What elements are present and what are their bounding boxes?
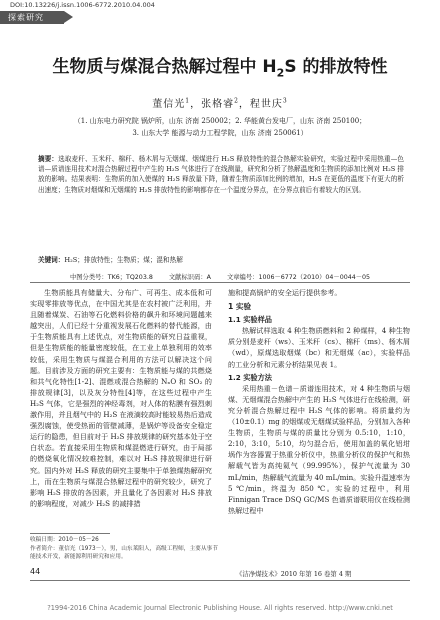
- right-column: [228, 287, 410, 516]
- journal-info: 《洁净煤技术》2010 年第 16 卷第 4 期: [236, 570, 352, 578]
- abstract-text: 选取麦秆、玉米秆、棉秆、杨木屑与无烟煤、烟煤进行 H₂S 释放特性的混合热解实验研究，实验过程中采用热重—色谱—质谱连用技术对混合热解过程中产生的 H₂S 气体进行了在线测量，研究和分析了热解温度和生物质的添加比例对 H₂S 排放的影响。结果表明：生物质的加入使煤的 H₂S 释放量下降，随着生物质添加比例的增加，H₂S 在更低的温度下有更大的析出速度；生物质对烟煤和无烟煤的 H₂S 排放特性的影响都存在一个温度分界点，在分界点前后有着较大的区别。: [38, 155, 404, 194]
- title-subscript: 2: [276, 66, 285, 80]
- author-name: ，程世庆: [238, 99, 283, 110]
- doi-header: DOI:10.13226/j.issn.1006-6772.2010.04.004: [10, 1, 155, 9]
- clc-number: 中图分类号：TK6；TQ203.8: [69, 274, 153, 281]
- page-number: 44: [30, 567, 41, 576]
- footnote-divider: [30, 533, 110, 534]
- received-date: 收稿日期：2010－05－26: [30, 537, 99, 543]
- title-part-2: S 的排放特性: [284, 57, 388, 77]
- left-column: [30, 287, 212, 509]
- article-number: 文章编号：1006－6772（2010）04－0044－05: [226, 274, 371, 281]
- subsection-heading: 1.2 实验方法: [228, 372, 272, 382]
- title-part-1: 生物质与煤混合热解过程中 H: [52, 57, 277, 77]
- footer-divider: [30, 580, 410, 581]
- method-paragraph: 采用热重－色谱－质谱连用技术，对 4 种生物质与烟煤、无烟煤混合热解中产生的 H₂S 气体进行在线检测，研究分析混合热解过程中 H₂S 气体的影响。将质量约为（10±0.1）mg 的烟煤或无烟煤试验样品，分别加入各种生物质，生物质与煤的质量比分别为 0.5:10，1:10，2:10，3:10，5:10，均匀混合后，使用加盖的氧化铝坩埚作为容器置于热重分析仪中，热重分析仪的保护气和热解载气皆为高纯氦气（99.995%），保护气流量为 30 mL/min，热解载气流量为 40 mL/min。实验升温速率为 5 ℃/min，终温为 850 ℃。实验的过程中，利用 Finnigan Trace DSQ GC/MS 色谱质谱联用仪在线检测热解过程中: [228, 383, 410, 515]
- paper-title: [0, 52, 440, 79]
- author-list: [0, 95, 440, 110]
- section-heading: 1 实验: [228, 302, 252, 312]
- author-name: 董信光: [152, 99, 186, 110]
- abstract-label: 摘要：: [38, 155, 59, 163]
- section-tab: 探索研究: [0, 11, 64, 24]
- affiliation-line: （1. 山东电力研究院 锅炉所，山东 济南 250002；2. 华能黄台发电厂，山东 济南 250100；: [73, 117, 367, 125]
- keywords-text: H₂S；排放特性；生物质；煤；混和热解: [64, 256, 183, 264]
- samples-paragraph: 热解试样选取 4 种生物质燃料和 2 种煤样，4 种生物质分别是麦秆（ws）、玉米秆（cs）、棉秆（ms）、杨木屑（wd），原煤选取烟煤（bc）和无烟煤（ac），实验样品的工业分析和元素分析结果见表 1。: [228, 326, 410, 369]
- intro-paragraph-end: 施和提高锅炉的安全运行提供参考。: [228, 288, 342, 297]
- copyright-notice: ?1994-2016 China Academic Journal Electronic Publishing House. All rights reserved. http://www.cnki.net: [47, 604, 393, 612]
- document-code: 文献标识码：A: [168, 274, 211, 281]
- author-affil-mark: 2: [234, 97, 239, 105]
- footnote: [30, 536, 220, 562]
- intro-paragraph: 生物质能具有储量大、分布广、可再生、成本低和可实现零排放等优点，在中国尤其是在农村被广泛利用，并且随着煤炭、石油等石化燃料价格的飙升和环境问题越来越突出，人们已经十分重视发展石化燃料的替代能源，由于生物质能具有上述优点，对生物质能的研究日益重视，但是生物质能的能量密度较低，在工业上单独利用的效率较低，采用生物质与煤混合利用的方法可以解决这个问题。目前涉及方面的研究主要有：生物质能与煤的共燃烧和共气化特性[1-2]、混燃或混合热解的 NₓO 和 SO₂ 的排放规律[3]，以及灰分特性[4]等，在这些过程中产生 H₂S 气体，它是强烈的神经毒剂，对人体的粘膜有强烈刺激作用，并且烟气中的 H₂S 在液滴较高时能较易热后造成强烈腐蚀，使受热面的管壁减薄，是锅炉等设备安全稳定运行的隐患，但目前对于 H₂S 排放规律的研究基本处于空白状态。若直接采用生物质和煤混燃进行研究，由于局部的燃烧氧化情况较难控制，难以对 H₂S 排放规律进行研究。国内外对 H₂S 释放的研究主要集中于单独煤热解研究上，而在生物质与煤混合热解过程中的研究较少，研究了影响 H₂S 排放的各因素，并且量化了各因素对 H₂S 排放的影响程度，对减少 H₂S 的减排措: [30, 288, 212, 508]
- author-affil-mark: 1: [185, 97, 191, 105]
- author-affil-mark: 3: [282, 97, 288, 105]
- author-bio: 作者简介：董信光（1973－），男，山东莱阳人，高级工程师，主要从事节能技术开发，新能源利用研究和应用。: [30, 545, 218, 560]
- classification-line: [0, 272, 440, 281]
- divider: [30, 282, 410, 283]
- keywords: [38, 254, 404, 264]
- keywords-label: 关键词：: [38, 256, 65, 264]
- affiliation-line: 3. 山东大学 能源与动力工程学院，山东 济南 250061）: [132, 129, 308, 137]
- subsection-heading: 1.1 实验样品: [228, 315, 272, 325]
- abstract: [38, 154, 404, 195]
- author-name: ，张格睿: [190, 99, 235, 110]
